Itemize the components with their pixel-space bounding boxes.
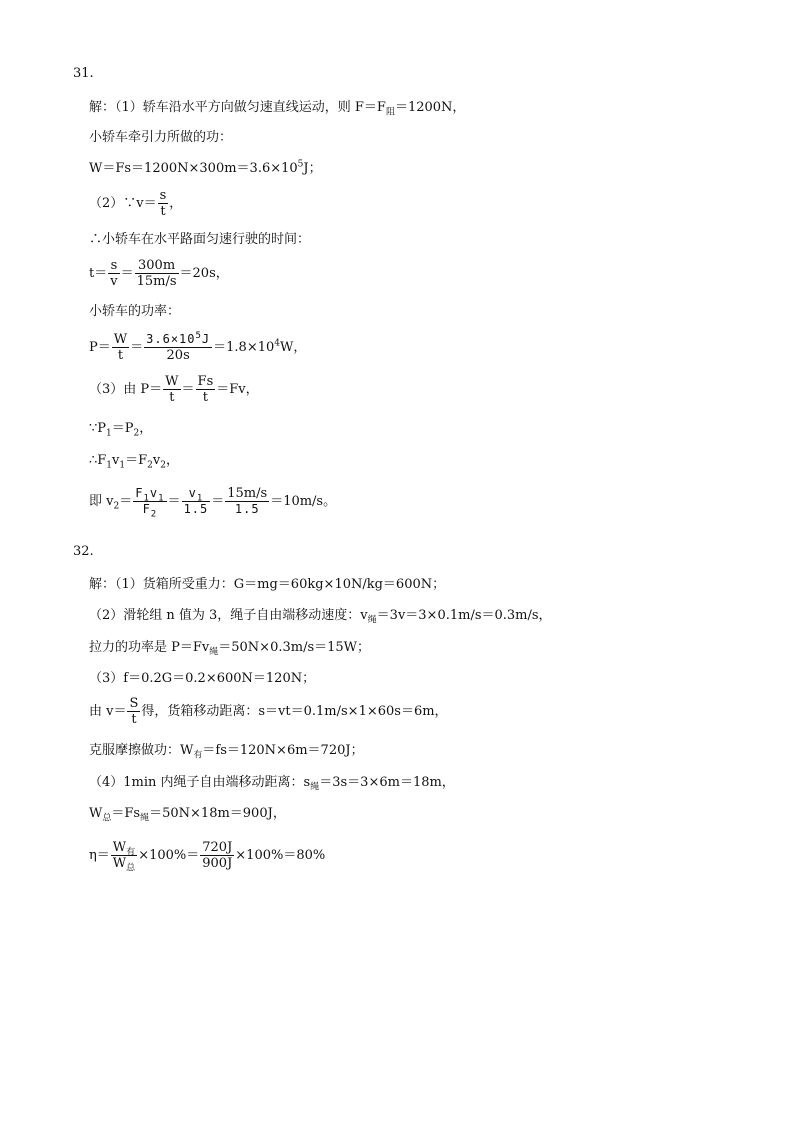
q31-line-7: 小轿车的功率： [89,304,181,319]
fraction: $\frac{W_有}{W_总}$ [112,840,136,874]
q32-line-1: 解：（1）货箱所受重力：G＝mg＝60kg×10N/kg＝600N； [89,577,446,592]
q32-line-5: 由 v＝ $\frac{S}{t}$ 得，货箱移动距离：s＝vt＝0.1m/s×1×60s＝6m， [89,696,448,727]
q31-line-5: ∴小轿车在水平路面匀速行驶的时间： [89,232,311,247]
fraction: $\frac{W}{t}$ [165,374,179,405]
q31-line-8: P＝ $\frac{W}{t}$ ＝ $\frac{3.6\times 10^5J}{20s}$ $=1.8\times 10^4W$， [89,331,307,363]
q31-line-9: （3）由 P＝ $\frac{W}{t}$ ＝ $\frac{Fs}{t}$ ＝Fv， [89,374,259,405]
fraction: $\frac{Fs}{t}$ [197,374,214,405]
fraction: $\frac{720J}{900J}$ [202,840,233,871]
q32-line-9: η＝ $\frac{W_有}{W_总}$ ×100%＝ $\frac{720J}{900J}$ ×100%＝80% [89,840,326,874]
fraction: $\frac{15m/s}{1.5}$ [227,486,268,516]
q32-line-8: $W_总=Fs_绳=50N\times 18m=900J$， [89,806,286,824]
question-31-number: 31. [73,66,94,81]
q31-line-4: （2）∵v＝ $\frac{s}{t}$ ， [89,188,183,219]
fraction: $\frac{v_1}{1.5}$ [183,486,209,516]
fraction: $\frac{W}{t}$ [113,332,128,363]
fraction: $\frac{s}{v}$ [110,258,118,289]
q32-line-6: 克服摩擦做功：$W_有=fs=120N\times 6m=720J$； [89,743,364,761]
q31-line-12: 即 $v_2=$ $\frac{F_1v_1}{F_2}$ ＝ $\frac{v_1}{1.5}$ ＝ $\frac{15m/s}{1.5}$ ＝10m/s。 [89,486,337,520]
fraction: $\frac{300m}{15m/s}$ [136,258,177,289]
q32-line-2: （2）滑轮组 n 值为 3，绳子自由端移动速度：$v_绳=3v=3\times 0.1m/s=0.3m/s$， [89,608,552,626]
fraction: $\frac{S}{t}$ [129,696,139,727]
q31-line-3: $W=Fs=1200N\times 300m=3.6\times 10^5J$； [89,159,322,176]
fraction: $\frac{3.6\times 10^5J}{20s}$ [146,331,211,363]
q31-line-2: 小轿车牵引力所做的功： [89,130,233,145]
q32-line-4: （3）f＝0.2G＝0.2×600N＝120N； [89,671,316,686]
fraction: $\frac{s}{t}$ [159,188,167,219]
q32-line-7: （4）1min 内绳子自由端移动距离：$s_绳=3s=3\times 6m=18m$， [89,775,455,793]
question-32-number: 32. [73,544,94,559]
q31-line-1: 解：（1）轿车沿水平方向做匀速直线运动，则 $F=F_阻=1200N$， [89,100,466,118]
q32-line-3: 拉力的功率是 $P=Fv_绳=50N\times 0.3m/s=15W$； [89,640,371,658]
q31-line-10: $\because P_1=P_2$， [89,421,153,439]
fraction: $\frac{F_1v_1}{F_2}$ [135,486,165,520]
q31-line-6: t＝ $\frac{s}{v}$ ＝ $\frac{300m}{15m/s}$ ＝20s， [89,258,229,289]
q31-line-11: $\therefore F_1v_1=F_2v_2$， [89,453,179,471]
